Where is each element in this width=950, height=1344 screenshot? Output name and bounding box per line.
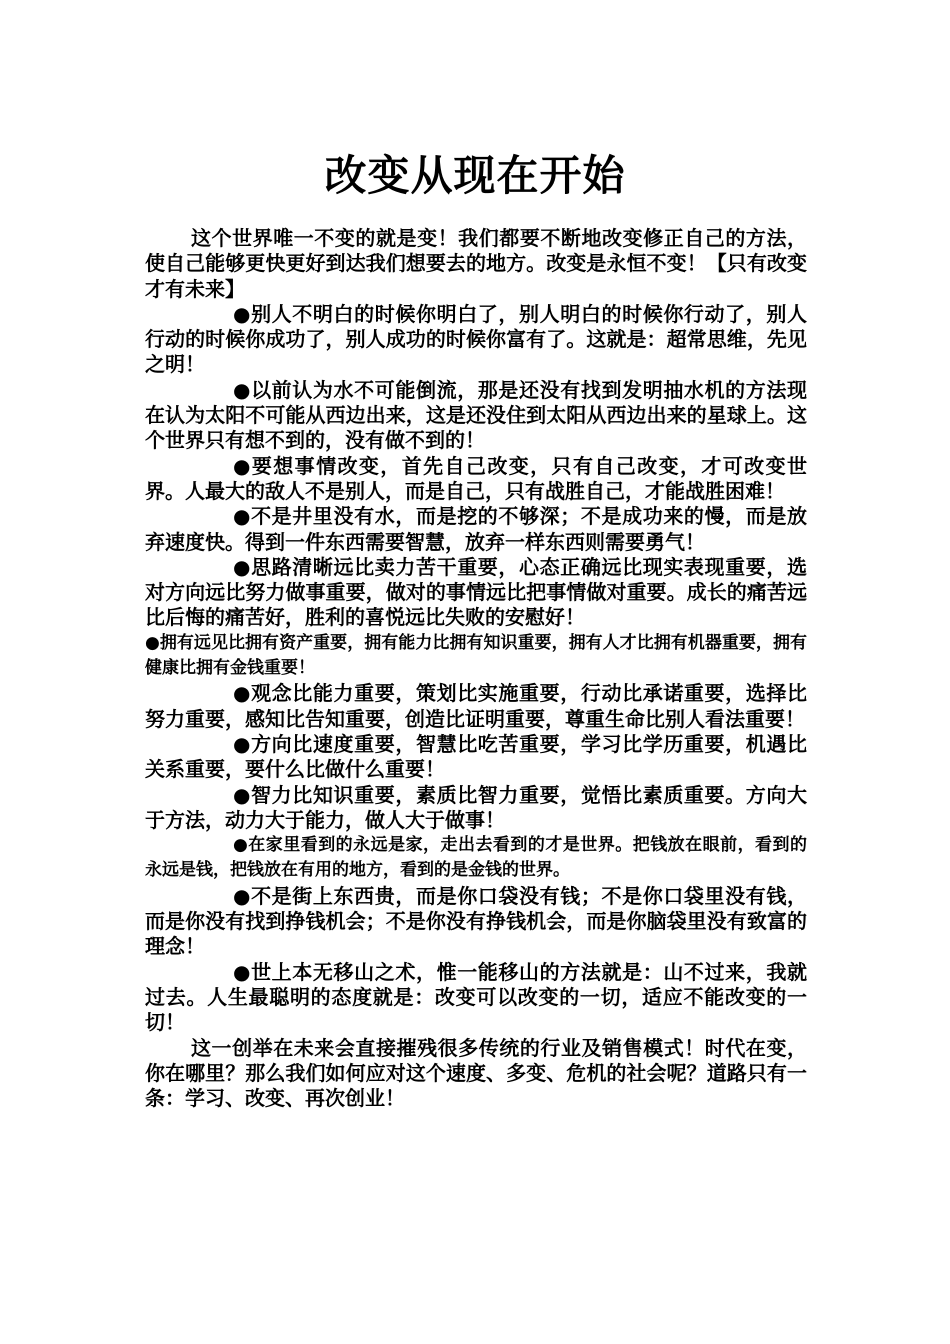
paragraph-bullet-1: ●别人不明白的时候你明白了，别人明白的时候你行动了，别人行动的时候你成功了，别人成功的时候你富有了。这就是：超常思维，先见之明！ bbox=[145, 301, 807, 377]
paragraph-bullet-11: ●不是街上东西贵，而是你口袋没有钱；不是你口袋里没有钱，而是你没有找到挣钱机会；不是你没有挣钱机会，而是你脑袋里没有致富的理念！ bbox=[145, 883, 807, 959]
paragraph-bullet-9: ●智力比知识重要，素质比智力重要，觉悟比素质重要。方向大于方法，动力大于能力，做人大于做事！ bbox=[145, 782, 807, 832]
paragraph-bullet-2: ●以前认为水不可能倒流，那是还没有找到发明抽水机的方法现在认为太阳不可能从西边出来，这是还没住到太阳从西边出来的星球上。这个世界只有想不到的，没有做不到的！ bbox=[145, 377, 807, 453]
paragraph-bullet-4: ●不是井里没有水，而是挖的不够深；不是成功来的慢，而是放弃速度快。得到一件东西需要智慧，放弃一样东西则需要勇气！ bbox=[145, 504, 807, 554]
paragraph-bullet-5: ●思路清晰远比卖力苦干重要，心态正确远比现实表现重要，选对方向远比努力做事重要，做对的事情远比把事情做对重要。成长的痛苦远比后悔的痛苦好，胜利的喜悦远比失败的安慰好！ bbox=[145, 554, 807, 630]
paragraph-bullet-3: ●要想事情改变，首先自己改变，只有自己改变，才可改变世界。人最大的敌人不是别人，而是自己，只有战胜自己，才能战胜困难！ bbox=[145, 453, 807, 503]
paragraph-bullet-8: ●方向比速度重要，智慧比吃苦重要，学习比学历重要，机遇比关系重要，要什么比做什么重要！ bbox=[145, 731, 807, 782]
paragraph-bullet-7: ●观念比能力重要，策划比实施重要，行动比承诺重要，选择比努力重要，感知比告知重要，创造比证明重要，尊重生命比别人看法重要！ bbox=[145, 681, 807, 731]
paragraph-bullet-12: ●世上本无移山之术，惟一能移山的方法就是：山不过来，我就过去。人生最聪明的态度就是：改变可以改变的一切，适应不能改变的一切！ bbox=[145, 959, 807, 1035]
paragraph-bullet-6: ●拥有远见比拥有资产重要，拥有能力比拥有知识重要，拥有人才比拥有机器重要，拥有健康比拥有金钱重要！ bbox=[145, 632, 807, 679]
paragraph-intro: 这个世界唯一不变的就是变！我们都要不断地改变修正自己的方法，使自己能够更快更好到达我们想要去的地方。改变是永恒不变！【只有改变才有未来】 bbox=[145, 226, 807, 301]
document-body bbox=[145, 226, 807, 1111]
paragraph-conclusion: 这一创举在未来会直接摧残很多传统的行业及销售模式！时代在变，你在哪里？那么我们如何应对这个速度、多变、危机的社会呢？道路只有一条：学习、改变、再次创业！ bbox=[145, 1035, 807, 1111]
paragraph-bullet-10: ●在家里看到的永远是家，走出去看到的才是世界。把钱放在眼前，看到的永远是钱，把钱放在有用的地方，看到的是金钱的世界。 bbox=[145, 835, 807, 881]
document-title: 改变从现在开始 bbox=[324, 151, 626, 200]
